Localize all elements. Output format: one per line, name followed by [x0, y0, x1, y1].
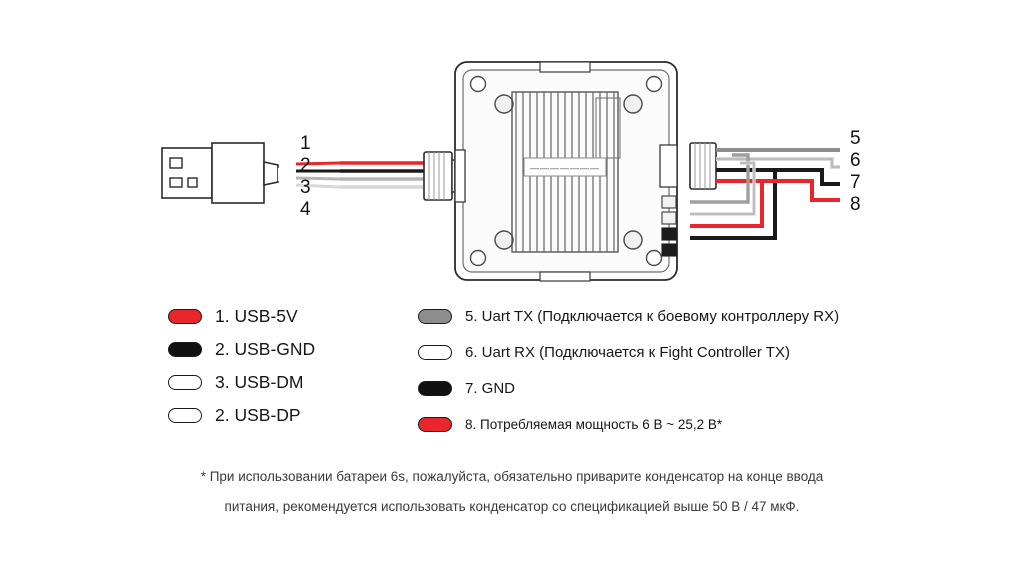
esc-module-top-view [455, 62, 677, 281]
legend-item-label: 8. Потребляемая мощность 6 В ~ 25,2 В* [465, 416, 723, 432]
legend-item-label: 5. Uart TX (Подключается к боевому контроллеру RX) [465, 307, 840, 325]
right-pin-number: 8 [850, 194, 861, 215]
left-pin-number: 3 [300, 177, 311, 198]
legend-item [418, 305, 839, 327]
right-pin-number: 6 [850, 150, 861, 171]
usb-type-a-connector [162, 143, 278, 203]
legend-item [168, 305, 315, 327]
footnote-line-1: * При использовании батареи 6s, пожалуйста, обязательно приварите конденсатор на конце ввода [200, 469, 824, 484]
white-swatch [418, 345, 452, 360]
svg-text:———————: ——————— [530, 163, 600, 173]
legend-item-label: 2. USB-DP [215, 404, 301, 425]
gray-swatch [418, 309, 452, 324]
white-swatch [168, 375, 202, 390]
legend-item-label: 3. USB-DM [215, 371, 304, 392]
left-pin-number: 4 [300, 199, 311, 220]
white-swatch [168, 408, 202, 423]
legend-item-label: 7. GND [465, 379, 516, 397]
legend-item [168, 371, 315, 393]
legend-column-uart [418, 305, 839, 449]
left-pin-number: 2 [300, 155, 311, 176]
footnote [0, 462, 1024, 522]
black-swatch [168, 342, 202, 357]
right-wire-harness [690, 143, 840, 238]
legend-item [418, 341, 839, 363]
legend-item-label: 2. USB-GND [215, 338, 316, 359]
red-swatch [418, 417, 452, 432]
legend-column-usb [168, 305, 315, 437]
left-pin-number-column [300, 133, 311, 221]
left-pin-number: 1 [300, 133, 311, 154]
footnote-line-2: питания, рекомендуется использовать конденсатор со спецификацией выше 50 В / 47 мкФ. [224, 499, 800, 514]
legend-item-label: 6. Uart RX (Подключается к Fight Controller TX) [465, 343, 790, 361]
legend-item [168, 404, 315, 426]
right-pin-number-column [850, 128, 861, 216]
legend-item [418, 377, 839, 399]
red-swatch [168, 309, 202, 324]
legend-item [168, 338, 315, 360]
legend-item [418, 413, 839, 435]
legend-item-label: 1. USB-5V [215, 305, 298, 326]
right-pin-number: 5 [850, 128, 861, 149]
black-swatch [418, 381, 452, 396]
right-pin-number: 7 [850, 172, 861, 193]
